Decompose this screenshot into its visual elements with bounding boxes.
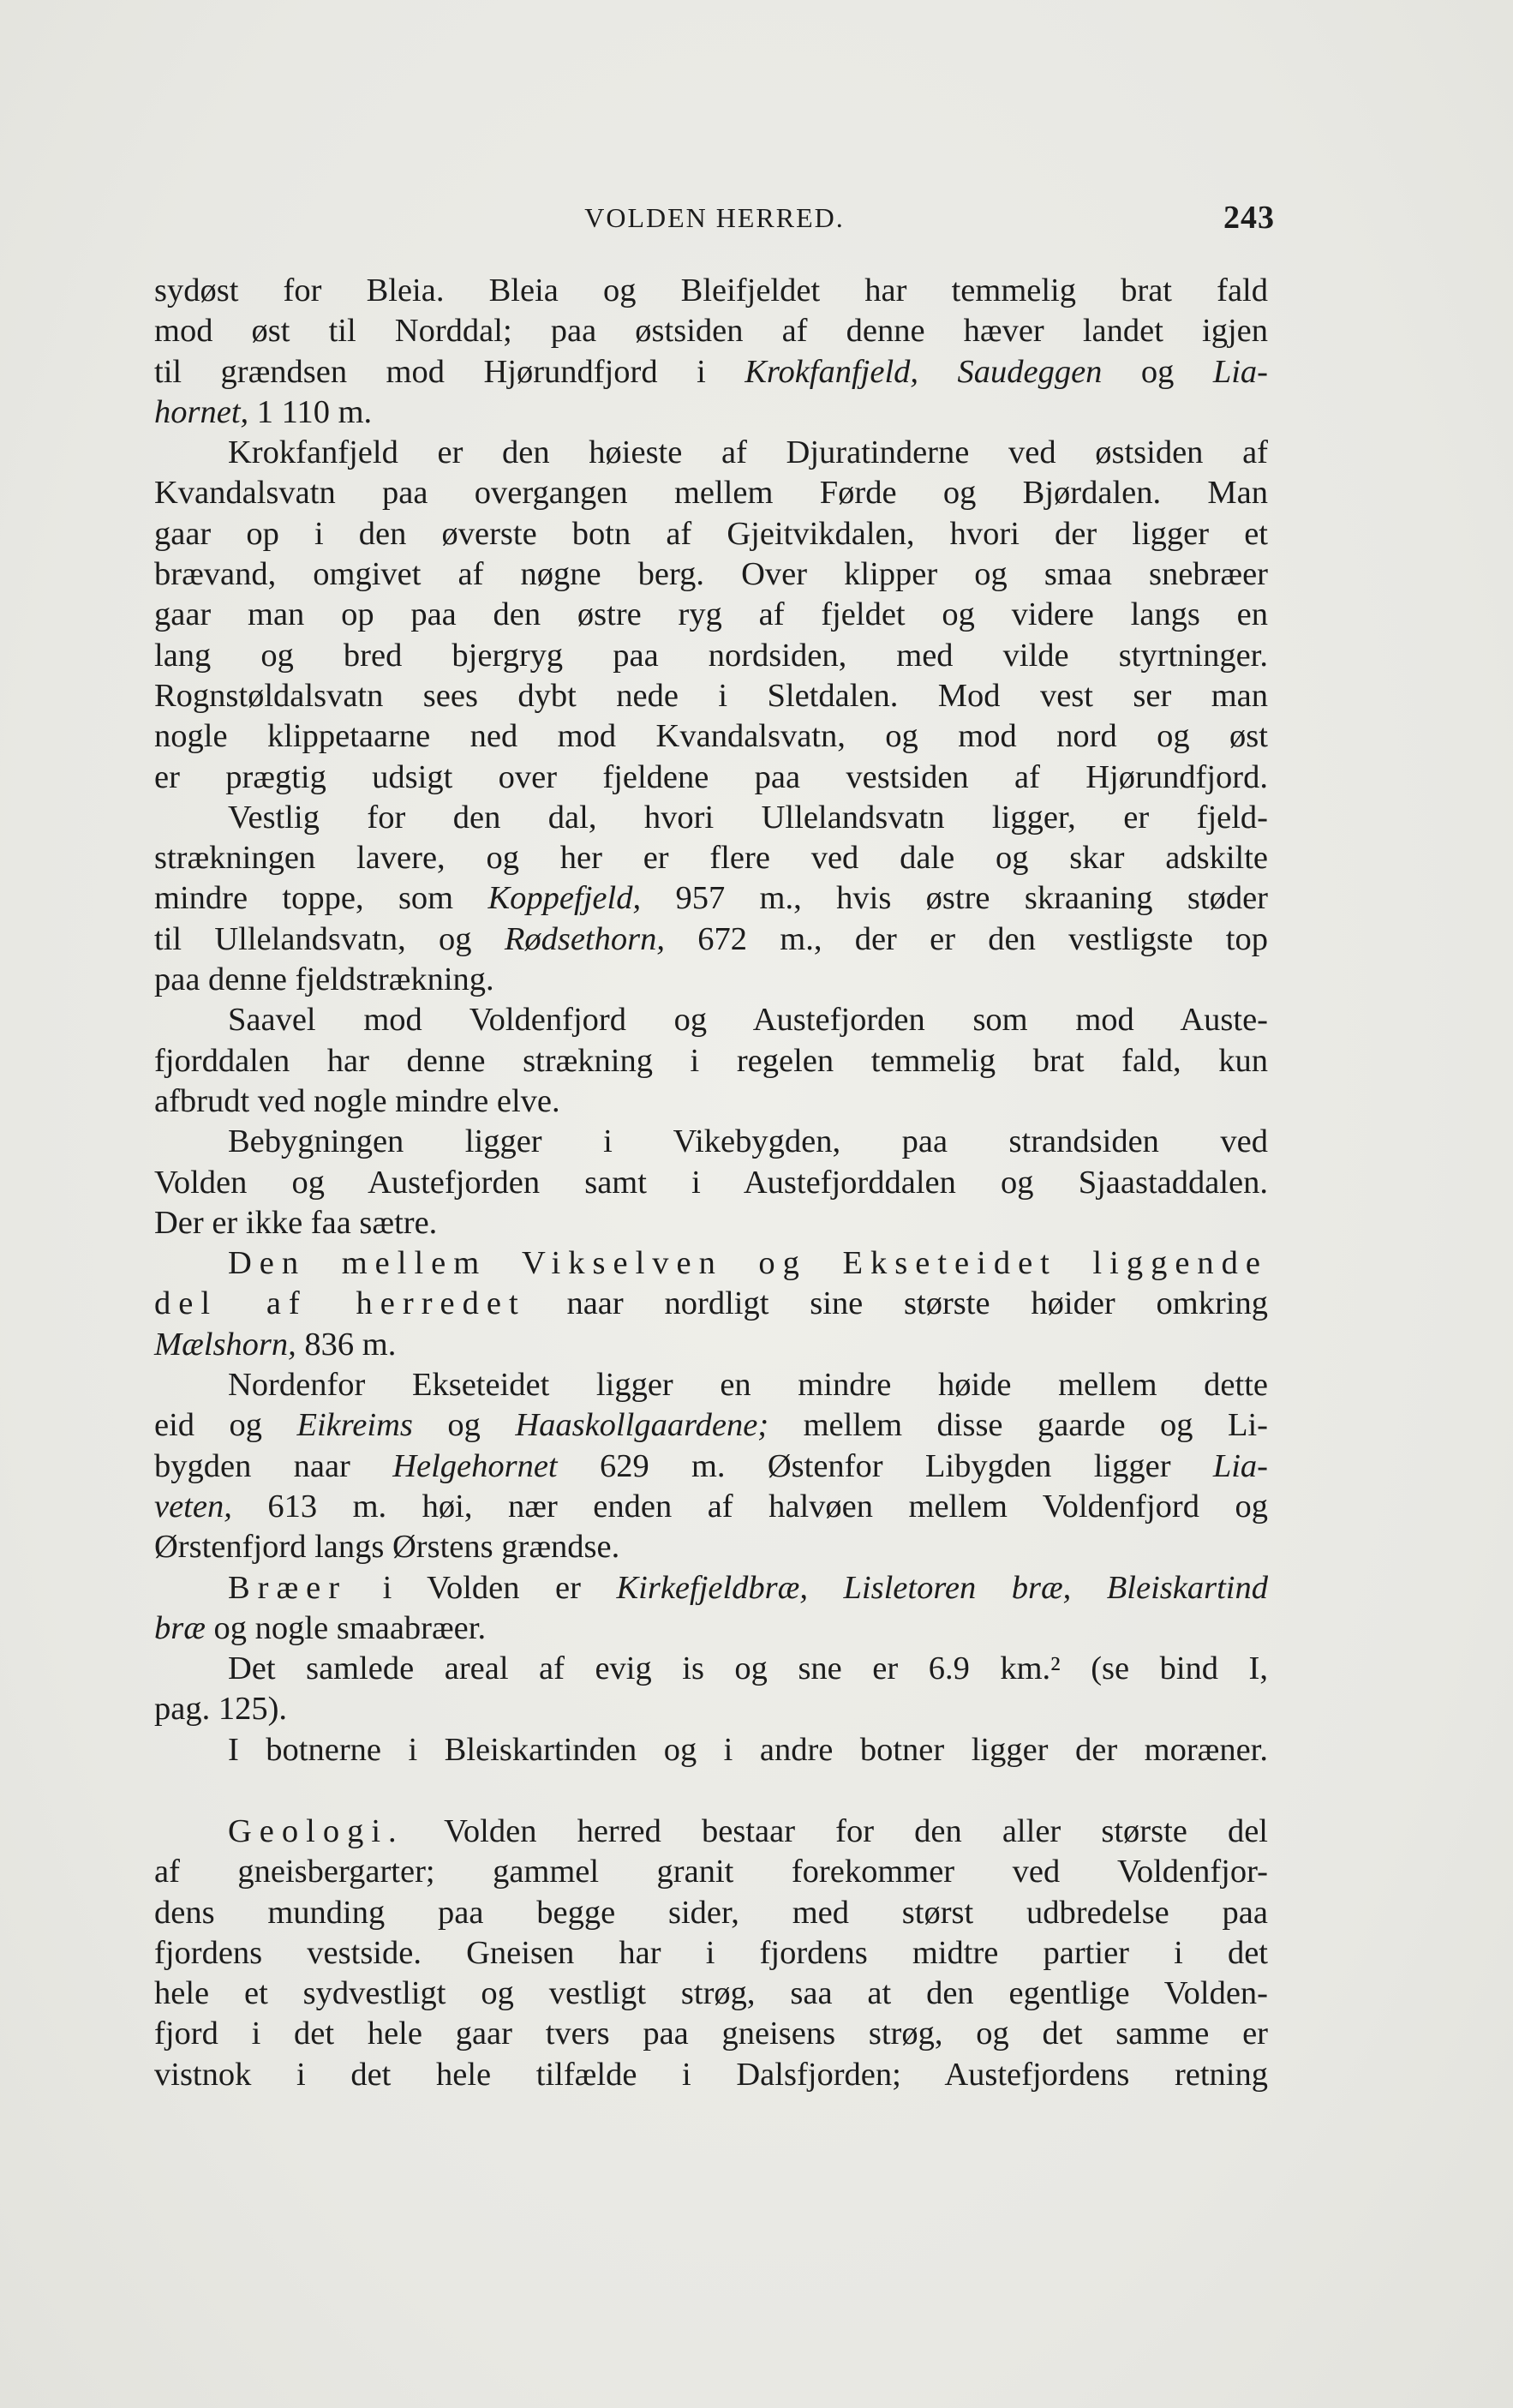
text-line: Kvandalsvatn paa overgangen mellem Førde og Bjørdalen. Man	[154, 475, 1268, 512]
running-header	[154, 195, 1275, 243]
text-line: vistnok i det hele tilfælde i Dalsfjorden; Austefjordens retning	[154, 2056, 1268, 2093]
text-line: fjordens vestside. Gneisen har i fjordens midtre partier i det	[154, 1934, 1268, 1971]
chapter-title: VOLDEN HERRED.	[584, 202, 845, 233]
text-line: strækningen lavere, og her er flere ved dale og skar adskilte	[154, 840, 1268, 877]
page-number: 243	[1223, 200, 1275, 236]
text-line: af gneisbergarter; gammel granit forekommer ved Voldenfjor-	[154, 1854, 1268, 1890]
text-line: gaar op i den øverste botn af Gjeitvikdalen, hvori der ligger et	[154, 515, 1268, 552]
text-line: gaar man op paa den østre ryg af fjeldet og videre langs en	[154, 596, 1268, 633]
text-line: hornet, 1 110 m.	[154, 393, 373, 430]
text-line: bræ og nogle smaabræer.	[154, 1609, 487, 1646]
text-line: brævand, omgivet af nøgne berg. Over klipper og smaa snebræer	[154, 556, 1268, 593]
text-line: afbrudt ved nogle mindre elve.	[154, 1082, 560, 1119]
text-line: Det samlede areal af evig is og sne er 6.9 km.² (se bind I,	[228, 1650, 1268, 1687]
text-line: pag. 125).	[154, 1691, 288, 1728]
text-line: bygden naar Helgehornet 629 m. Østenfor Libygden ligger Lia-	[154, 1447, 1268, 1484]
text-line: Saavel mod Voldenfjord og Austefjorden som mod Auste-	[228, 1002, 1268, 1039]
text-line: sydøst for Bleia. Bleia og Bleifjeldet har temmelig brat fald	[154, 273, 1268, 308]
text-line: Den mellem Vikselven og Ekseteidet liggende	[228, 1245, 1268, 1282]
text-line: paa denne fjeldstrækning.	[154, 961, 494, 998]
text-line: Volden og Austefjorden samt i Austefjorddalen og Sjaastaddalen.	[154, 1164, 1268, 1201]
text-line: fjorddalen har denne strækning i regelen temmelig brat fald, kun	[154, 1042, 1268, 1079]
text-line: Ørstenfjord langs Ørstens grændse.	[154, 1529, 620, 1566]
text-line: eid og Eikreims og Haaskollgaardene; mellem disse gaarde og Li-	[154, 1407, 1268, 1444]
text-line: Der er ikke faa sætre.	[154, 1204, 438, 1241]
text-line: til Ullelandsvatn, og Rødsethorn, 672 m., der er den vestligste top	[154, 920, 1268, 957]
text-line: fjord i det hele gaar tvers paa gneisens strøg, og det samme er	[154, 2016, 1268, 2052]
text-line: er prægtig udsigt over fjeldene paa vestsiden af Hjørundfjord.	[154, 758, 1268, 795]
text-line: Bræer i Volden er Kirkefjeldbræ, Lisletoren bræ, Bleiskartind	[228, 1569, 1268, 1606]
section-gap	[154, 1770, 1268, 1812]
text-line: I botnerne i Bleiskartinden og i andre botner ligger der moræner.	[228, 1731, 1268, 1768]
text-line: mod øst til Norddal; paa østsiden af denne hæver landet igjen	[154, 313, 1268, 350]
text-line: Rognstøldalsvatn sees dybt nede i Sletdalen. Mod vest ser man	[154, 677, 1268, 714]
text-line: lang og bred bjergryg paa nordsiden, med vilde styrtninger.	[154, 637, 1268, 674]
text-line: til grændsen mod Hjørundfjord i Krokfanfjeld, Saudeggen og Lia-	[154, 353, 1269, 390]
text-line: nogle klippetaarne ned mod Kvandalsvatn, og mod nord og øst	[154, 718, 1268, 755]
text-line: Bebygningen ligger i Vikebygden, paa strandsiden ved	[228, 1123, 1268, 1160]
text-line: Mælshorn, 836 m.	[154, 1326, 397, 1363]
text-line: hele et sydvestligt og vestligt strøg, saa at den egentlige Volden-	[154, 1975, 1268, 2012]
text-line: del af herredet naar nordligt sine største høider omkring	[154, 1285, 1268, 1322]
text-line: dens munding paa begge sider, med størst udbredelse paa	[154, 1894, 1268, 1931]
text-line: veten, 613 m. høi, nær enden af halvøen mellem Voldenfjord og	[154, 1488, 1268, 1524]
text-line: Nordenfor Ekseteidet ligger en mindre høide mellem dette	[228, 1367, 1268, 1404]
body-text	[154, 271, 1268, 2095]
text-line: Geologi. Volden herred bestaar for den aller største del	[228, 1812, 1268, 1849]
text-line: Krokfanfjeld er den høieste af Djuratinderne ved østsiden af	[228, 434, 1268, 471]
text-line: mindre toppe, som Koppefjeld, 957 m., hvis østre skraaning støder	[154, 880, 1268, 917]
text-line: Vestlig for den dal, hvori Ullelandsvatn ligger, er fjeld-	[228, 799, 1268, 836]
